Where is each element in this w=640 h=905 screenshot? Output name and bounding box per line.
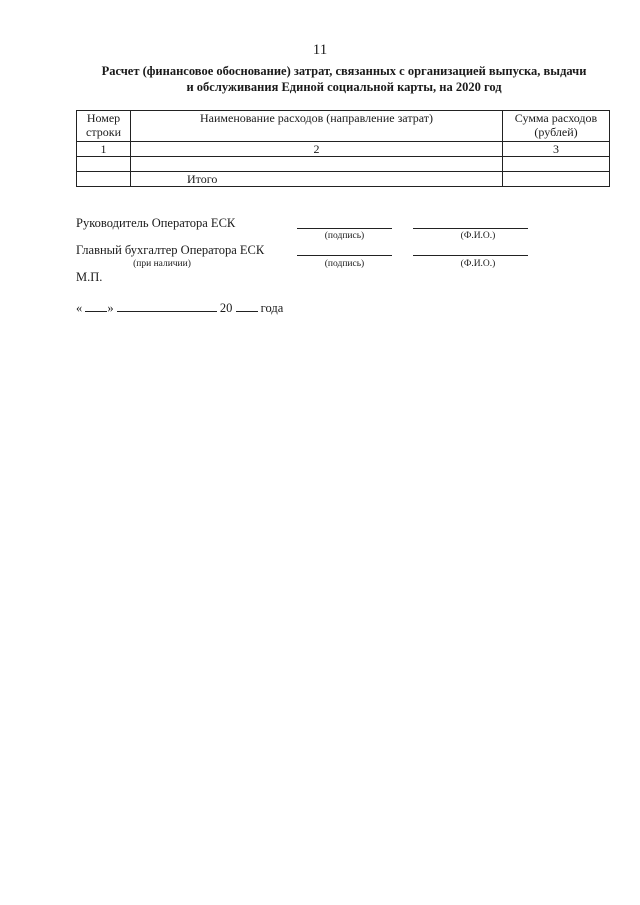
date-suffix: года — [260, 301, 284, 315]
total-row — [77, 172, 610, 187]
date-close-quote: » — [107, 301, 114, 315]
column-number-row — [77, 142, 610, 157]
head-signature-caption: (подпись) — [324, 231, 365, 241]
title-line-1: Расчет (финансовое обоснование) затрат, связанных с организацией выпуска, выдачи — [101, 64, 587, 78]
header-amount-line2: (рублей) — [534, 125, 578, 139]
page-number: 11 — [312, 42, 328, 58]
date-day-blank — [85, 301, 107, 312]
table-row — [77, 157, 610, 172]
empty-cell — [77, 172, 131, 187]
total-label: Итого — [131, 172, 503, 187]
header-expense-amount — [503, 111, 610, 142]
head-name-caption: (Ф.И.О.) — [460, 231, 496, 241]
column-number-3: 3 — [503, 142, 610, 157]
empty-cell — [131, 157, 503, 172]
accountant-signature-line — [297, 255, 392, 256]
head-signature-label: Руководитель Оператора ЕСК — [76, 216, 236, 230]
title-line-2: и обслуживания Единой социальной карты, на 2020 год — [186, 80, 502, 94]
empty-cell — [503, 157, 610, 172]
accountant-signature-label: Главный бухгалтер Оператора ЕСК — [76, 243, 265, 257]
header-row-number-line1: Номер — [86, 111, 121, 125]
empty-cell — [77, 157, 131, 172]
table-header-row — [77, 111, 610, 142]
seal-label: М.П. — [76, 270, 103, 284]
accountant-note: (при наличии) — [133, 259, 191, 269]
accountant-name-caption: (Ф.И.О.) — [460, 259, 496, 269]
header-expense-name: Наименование расходов (направление затрат) — [131, 111, 503, 142]
date-month-blank — [117, 301, 217, 312]
column-number-2: 2 — [131, 142, 503, 157]
accountant-signature-caption: (подпись) — [324, 259, 365, 269]
header-amount-line1: Сумма расходов — [514, 111, 598, 125]
column-number-1: 1 — [77, 142, 131, 157]
header-row-number — [77, 111, 131, 142]
total-amount-cell — [503, 172, 610, 187]
accountant-name-line — [413, 255, 528, 256]
head-name-line — [413, 228, 528, 229]
header-row-number-line2: строки — [86, 125, 121, 139]
head-signature-line — [297, 228, 392, 229]
date-year-blank — [236, 301, 258, 312]
date-century: 20 — [219, 301, 233, 315]
date-line — [76, 301, 283, 316]
cost-table — [76, 110, 610, 187]
date-open-quote: « — [76, 301, 83, 315]
document-title — [78, 63, 610, 95]
